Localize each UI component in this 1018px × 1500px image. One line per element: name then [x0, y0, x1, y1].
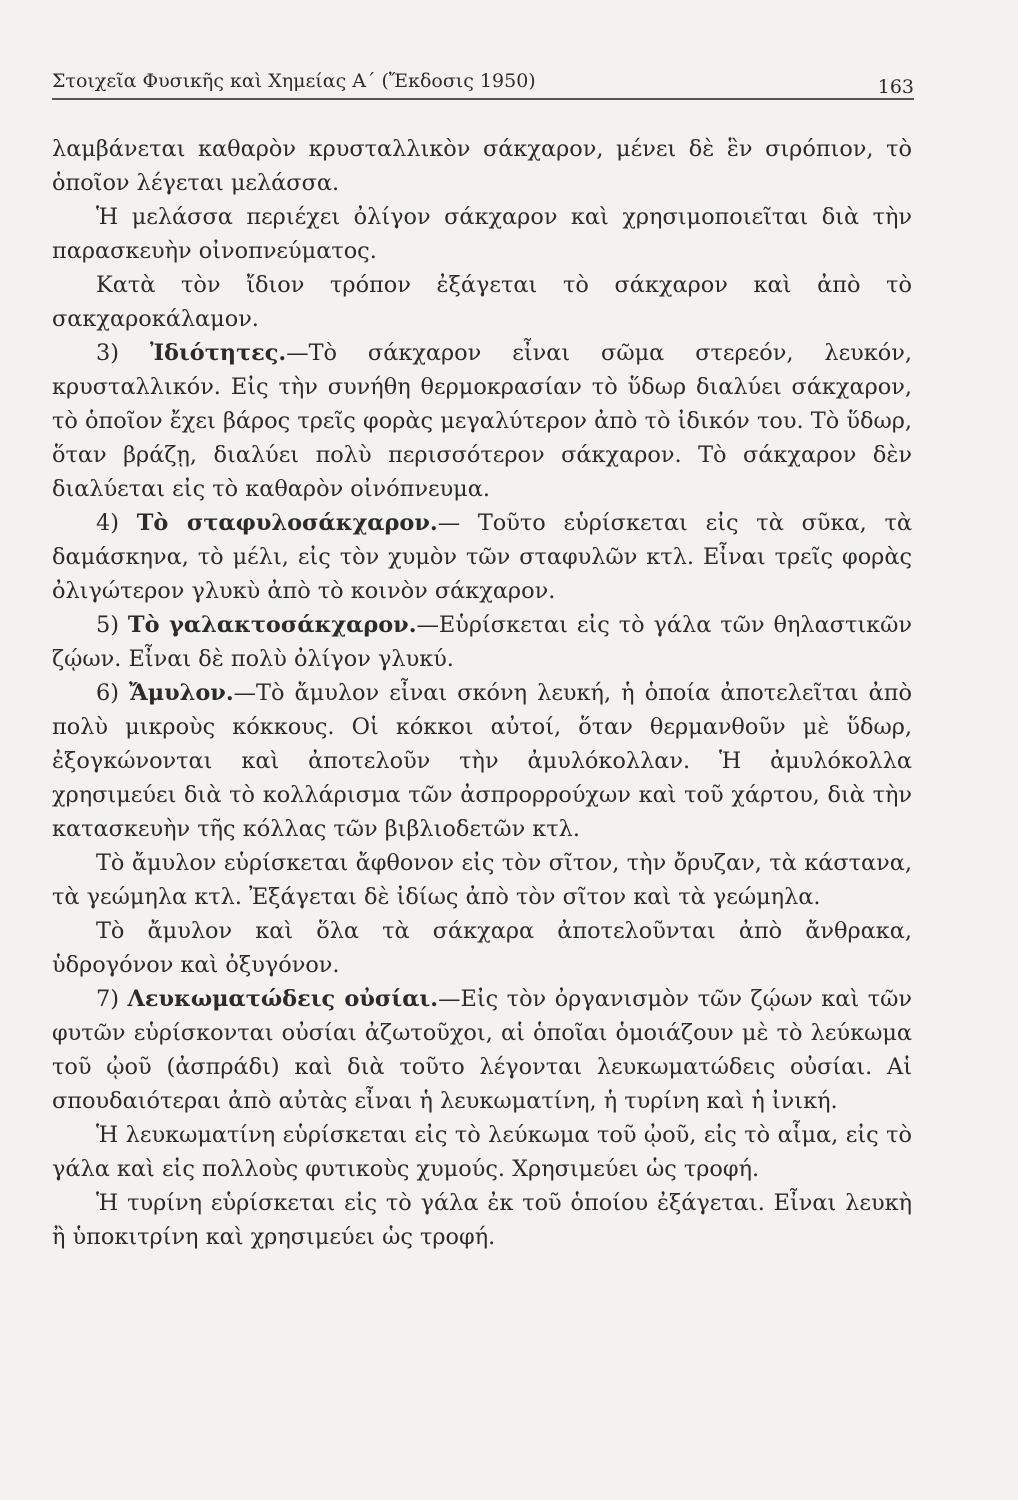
section-3-paragraph: 3) Ἰδιότητες.—Τὸ σάκχαρον εἶναι σῶμα στερεόν, λευκόν, κρυσταλλικόν. Εἰς τὴν συνήθη θερμοκρασίαν τὸ ὕδωρ διαλύει σάκχαρον, τὸ ὁποῖον ἔχει βάρος τρεῖς φορὰς μεγαλύτερον ἀπὸ τὸ ἰδικόν του. Τὸ ὕδωρ, ὅταν βράζῃ, διαλύει πολὺ περισσότερον σάκχαρον. Τὸ σάκχαρον δὲν διαλύεται εἰς τὸ καθαρὸν οἰνόπνευμα.: [52, 340, 913, 502]
paragraph: Κατὰ τὸν ἴδιον τρόπον ἐξάγεται τὸ σάκχαρον καὶ ἀπὸ τὸ σακχαροκάλαμον.: [52, 272, 912, 332]
paragraph: Ἡ μελάσσα περιέχει ὀλίγον σάκχαρον καὶ χρησιμοποιεῖται διὰ τὴν παρασκευὴν οἰνοπνεύματος.: [52, 204, 912, 264]
paragraph: Τὸ ἄμυλον εὑρίσκεται ἄφθονον εἰς τὸν σῖτον, τὴν ὄρυζαν, τὰ κάστανα, τὰ γεώμηλα κτλ. Ἐξάγεται δὲ ἰδίως ἀπὸ τὸν σῖτον καὶ τὰ γεώμηλα.: [52, 850, 912, 910]
running-header: [52, 70, 914, 100]
section-heading: Τὸ σταφυλοσάκχαρον.: [136, 510, 438, 536]
section-heading: Τὸ γαλακτοσάκχαρον.: [127, 612, 417, 638]
paragraph: Ἡ λευκωματίνη εὑρίσκεται εἰς τὸ λεύκωμα τοῦ ᾠοῦ, εἰς τὸ αἷμα, εἰς τὸ γάλα καὶ εἰς πολλοὺς φυτικοὺς χυμούς. Χρησιμεύει ὡς τροφή.: [52, 1122, 912, 1182]
section-5-paragraph: 5) Τὸ γαλακτοσάκχαρον.—Εὑρίσκεται εἰς τὸ γάλα τῶν θηλαστικῶν ζῴων. Εἶναι δὲ πολὺ ὀλίγον γλυκύ.: [52, 612, 913, 672]
page-body: [52, 132, 912, 1254]
section-heading: Λευκωματώδεις οὐσίαι.: [127, 986, 439, 1012]
section-heading: Ἰδιότητες.: [149, 340, 287, 366]
header-title: Στοιχεῖα Φυσικῆς καὶ Χημείας Α΄ (Ἔκδοσις 1950): [52, 70, 536, 92]
paragraph: Τὸ ἄμυλον καὶ ὅλα τὰ σάκχαρα ἀποτελοῦνται ἀπὸ ἄνθρακα, ὑδρογόνον καὶ ὀξυγόνον.: [52, 918, 912, 978]
section-heading: Ἄμυλον.: [129, 680, 234, 706]
section-6-paragraph: 6) Ἄμυλον.—Τὸ ἄμυλον εἶναι σκόνη λευκή, ἡ ὁποία ἀποτελεῖται ἀπὸ πολὺ μικροὺς κόκκους. Οἱ κόκκοι αὐτοί, ὅταν θερμανθοῦν μὲ ὕδωρ, ἐξογκώνονται καὶ ἀποτελοῦν τὴν ἀμυλόκολλαν. Ἡ ἀμυλόκολλα χρησιμεύει διὰ τὸ κολλάρισμα τῶν ἀσπρορρούχων καὶ τοῦ χάρτου, διὰ τὴν κατασκευὴν τῆς κόλλας τῶν βιβλιοδετῶν κτλ.: [52, 680, 912, 842]
section-7-paragraph: 7) Λευκωματώδεις οὐσίαι.—Εἰς τὸν ὀργανισμὸν τῶν ζῴων καὶ τῶν φυτῶν εὑρίσκονται οὐσίαι ἀζωτοῦχοι, αἱ ὁποῖαι ὁμοιάζουν μὲ τὸ λεύκωμα τοῦ ᾠοῦ (ἀσπράδι) καὶ διὰ τοῦτο λέγονται λευκωματώδεις οὐσίαι. Αἱ σπουδαιότεραι ἀπὸ αὐτὰς εἶναι ἡ λευκωματίνη, ἡ τυρίνη καὶ ἡ ἰνική.: [52, 986, 913, 1114]
section-4-paragraph: 4) Τὸ σταφυλοσάκχαρον.— Τοῦτο εὑρίσκεται εἰς τὰ σῦκα, τὰ δαμάσκηνα, τὸ μέλι, εἰς τὸν χυμὸν τῶν σταφυλῶν κτλ. Εἶναι τρεῖς φορὰς ὀλιγώτερον γλυκὺ ἀπὸ τὸ κοινὸν σάκχαρον.: [52, 510, 912, 604]
paragraph: λαμβάνεται καθαρὸν κρυσταλλικὸν σάκχαρον, μένει δὲ ἓν σιρόπιον, τὸ ὁποῖον λέγεται μελάσσα.: [52, 136, 912, 196]
page-number: 163: [877, 76, 914, 98]
paragraph: Ἡ τυρίνη εὑρίσκεται εἰς τὸ γάλα ἐκ τοῦ ὁποίου ἐξάγεται. Εἶναι λευκὴ ἢ ὑποκιτρίνη καὶ χρησιμεύει ὡς τροφή.: [52, 1190, 912, 1250]
